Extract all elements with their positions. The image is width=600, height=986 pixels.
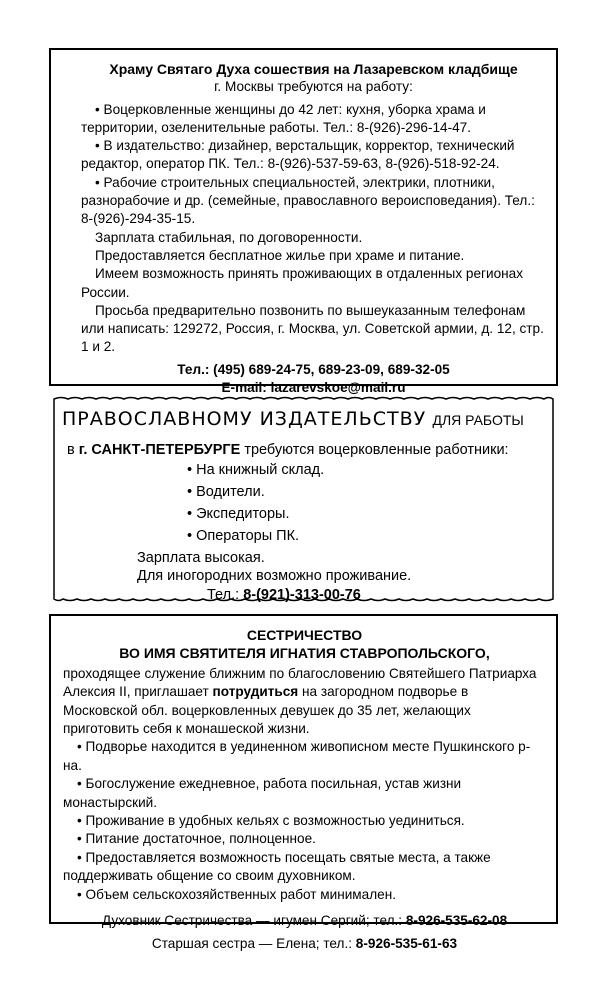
ad2-phone-row [207, 587, 361, 603]
ad1-item: • Рабочие строительных специальностей, электрики, плотники, разнорабочие и др. (семейные, православного вероисповедания). Тел.: 8-(926)-294-35-15. [81, 174, 535, 227]
ad3-contact1-label: Духовник Сестричества — игумен Сергий; тел.: [101, 913, 403, 929]
ad1-note: Предоставляется бесплатное жилье при храме и питание. [95, 247, 465, 263]
ad1-item: • Воцерковленные женщины до 42 лет: кухня, уборка храма и территории, озеленительные работы. Тел.: 8-(926)-296-14-47. [81, 101, 486, 135]
ad3-contact2-label: Старшая сестра — Елена; тел.: [151, 935, 353, 951]
ad3-intro-bold: потрудиться [212, 684, 299, 700]
ad-publishing-house [62, 404, 542, 603]
ad3-item: • Подворье находится в уединенном живописном месте Пушкинского р-на. [63, 739, 531, 773]
ad2-item: • Операторы ПК. [187, 528, 300, 544]
ad2-item: • Экспедиторы. [187, 506, 290, 522]
ad3-item: • Объем сельскохозяйственных работ минимален. [77, 886, 396, 902]
ad3-contact1 [63, 912, 546, 930]
ad1-phones: Тел.: (495) 689-24-75, 689-23-09, 689-32-05 [177, 361, 450, 377]
ad2-salary: Зарплата высокая. [137, 550, 265, 566]
ad3-contact2 [63, 935, 546, 953]
ad2-city-suffix: требуются воцерковленные работники: [244, 442, 509, 458]
ad3-title1: СЕСТРИЧЕСТВО [246, 627, 363, 643]
ad3-contact1-phone: 8-926-535-62-08 [405, 913, 508, 929]
ad2-headline: ПРАВОСЛАВНОМУ ИЗДАТЕЛЬСТВУ [62, 408, 427, 430]
ad2-headline-row [62, 408, 524, 431]
ad1-title: Храму Святаго Духа сошествия на Лазаревском кладбище [109, 61, 518, 77]
ad1-note: Имеем возможность принять проживающих в отдаленных регионах России. [81, 266, 523, 300]
ad2-city: г. САНКТ-ПЕТЕРБУРГЕ [78, 442, 241, 458]
ad3-title2: ВО ИМЯ СВЯТИТЕЛЯ ИГНАТИЯ СТАВРОПОЛЬСКОГО, [119, 645, 490, 662]
ad3-intro-a: проходящее служение ближним по благословению Святейшего Патриарха Алексия II, приглашает [63, 665, 537, 700]
ad1-email: E-mail: lazarevskoe@mail.ru [221, 380, 406, 396]
ad1-subtitle: г. Москвы требуются на работу: [214, 79, 413, 95]
ad1-item: • В издательство: дизайнер, верстальщик, корректор, технический редактор, оператор ПК. Тел.: 8-(926)-537-59-63, 8-(926)-518-92-24. [81, 138, 515, 172]
ad1-note: Зарплата стабильная, по договоренности. [95, 229, 363, 245]
ad2-item: • Водители. [187, 484, 265, 500]
ad2-housing: Для иногородних возможно проживание. [137, 568, 412, 584]
ad3-intro [63, 665, 546, 739]
ad3-item: • Предоставляется возможность посещать святые места, а также поддерживать общение со своим духовником. [63, 849, 491, 884]
ad2-headline-suffix: ДЛЯ РАБОТЫ [432, 412, 524, 428]
ad-sisterhood [49, 614, 558, 951]
ad3-item: • Проживание в удобных кельях с возможностью уединиться. [77, 813, 465, 829]
ad3-item: • Питание достаточное, полноценное. [77, 831, 316, 847]
ad3-intro-b: на загородном подворье в Московской обл. воцерковленных девушек до 35 лет, желающих приготовить себя к монашеской жизни. [63, 684, 471, 737]
ad2-item: • На книжный склад. [187, 462, 325, 478]
ad2-city-prefix: в [67, 442, 75, 458]
ad1-note: Просьба предварительно позвонить по вышеуказанным телефонам или написать: 129272, Россия, г. Москва, ул. Советской армии, д. 12, стр. 1 и 2. [81, 302, 544, 355]
ad3-contact2-phone: 8-926-535-61-63 [355, 935, 458, 951]
ad2-phone: 8-(921)-313-00-76 [243, 587, 361, 603]
ad2-phone-label: Тел.: [207, 587, 240, 603]
ad-lazarevskoe [49, 48, 558, 396]
ad3-item: • Богослужение ежедневное, работа посильная, устав жизни монастырский. [63, 776, 462, 810]
ad2-city-row [67, 442, 509, 458]
